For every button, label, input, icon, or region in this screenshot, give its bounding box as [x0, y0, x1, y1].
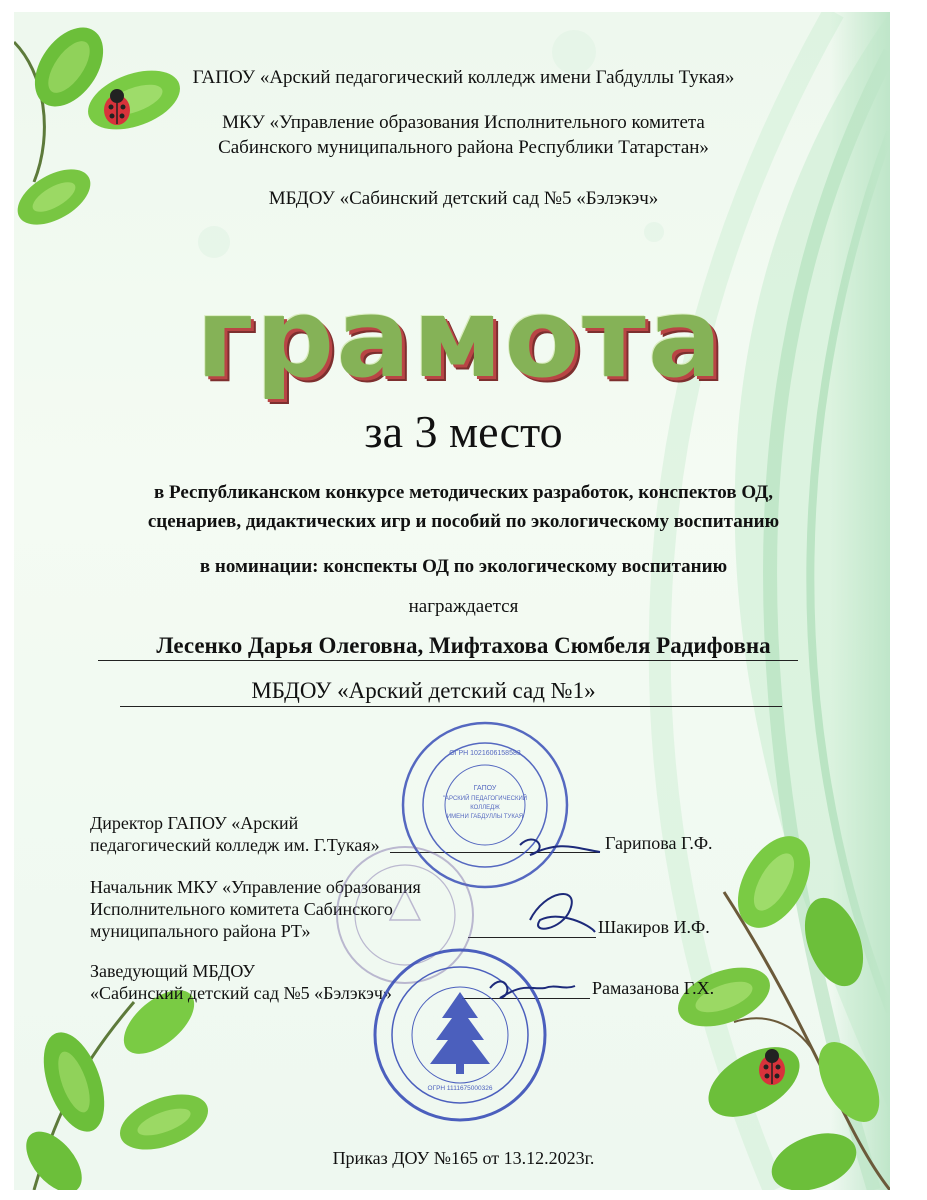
- signature-3-position-line1: Заведующий МБДОУ: [90, 961, 256, 981]
- fir-tree-icon: [430, 992, 490, 1074]
- awarded-label: награждается: [408, 596, 519, 617]
- recipients-names: Лесенко Дарья Олеговна, Мифтахова Сюмбеля Радифовна: [156, 633, 771, 658]
- header-mku-line1: МКУ «Управление образования Исполнительного комитета: [222, 112, 705, 133]
- mku-stamp: [337, 847, 473, 983]
- certificate-title: грамота: [196, 274, 724, 402]
- contest-line1: в Республиканском конкурсе методических разработок, конспектов ОД,: [153, 482, 773, 503]
- svg-text:"АРСКИЙ ПЕДАГОГИЧЕСКИЙ: "АРСКИЙ ПЕДАГОГИЧЕСКИЙ: [442, 796, 528, 802]
- signature-2-position-line1: Начальник МКУ «Управление образования: [90, 877, 421, 897]
- signature-3-position-line2: «Сабинский детский сад №5 «Бэлэкэч»: [90, 983, 392, 1003]
- signature-name-1: Гарипова Г.Ф.: [605, 833, 713, 853]
- signature-scribble-1: [520, 840, 600, 855]
- header-kindergarten: МБДОУ «Сабинский детский сад №5 «Бэлэкэч»: [268, 188, 659, 209]
- stamps-and-signatures: [330, 720, 620, 1120]
- college-stamp: [403, 723, 567, 887]
- contest-nomination: в номинации: конспекты ОД по экологическому воспитанию: [199, 556, 728, 577]
- svg-text:КОЛЛЕДЖ: КОЛЛЕДЖ: [470, 805, 500, 811]
- signature-2-position-line2: Исполнительного комитета Сабинского: [90, 899, 393, 919]
- recipient-institution: МБДОУ «Арский детский сад №1»: [251, 678, 596, 703]
- signature-name-2: Шакиров И.Ф.: [598, 917, 710, 937]
- signature-name-3: Рамазанова Г.Х.: [592, 978, 715, 998]
- svg-text:ОГРН 1021606158583: ОГРН 1021606158583: [449, 750, 521, 757]
- svg-text:ИМЕНИ ГАБДУЛЛЫ ТУКАЯ: ИМЕНИ ГАБДУЛЛЫ ТУКАЯ: [446, 814, 524, 820]
- header-college: ГАПОУ «Арский педагогический колледж имени Габдуллы Тукая»: [192, 67, 735, 88]
- signature-1-position-line1: Директор ГАПОУ «Арский: [90, 813, 299, 833]
- header-mku-line2: Сабинского муниципального района Республики Татарстан»: [218, 137, 709, 158]
- signature-scribble-2: [530, 894, 595, 932]
- institution-underline: [120, 706, 782, 707]
- svg-text:ОГРН 1111675000326: ОГРН 1111675000326: [427, 1085, 493, 1092]
- order-reference: Приказ ДОУ №165 от 13.12.2023г.: [332, 1148, 595, 1168]
- signature-1-position-line2: педагогический колледж им. Г.Тукая»: [90, 835, 380, 855]
- contest-line2: сценариев, дидактических игр и пособий по экологическому воспитанию: [147, 511, 780, 532]
- recipients-underline: [98, 660, 798, 661]
- leaves-bottom-right-decoration: [664, 832, 890, 1190]
- award-place: за 3 место: [364, 406, 563, 457]
- signature-2-position-line3: муниципального района РТ»: [90, 921, 311, 941]
- kindergarten-stamp: [375, 950, 545, 1120]
- svg-text:ГАПОУ: ГАПОУ: [473, 785, 497, 792]
